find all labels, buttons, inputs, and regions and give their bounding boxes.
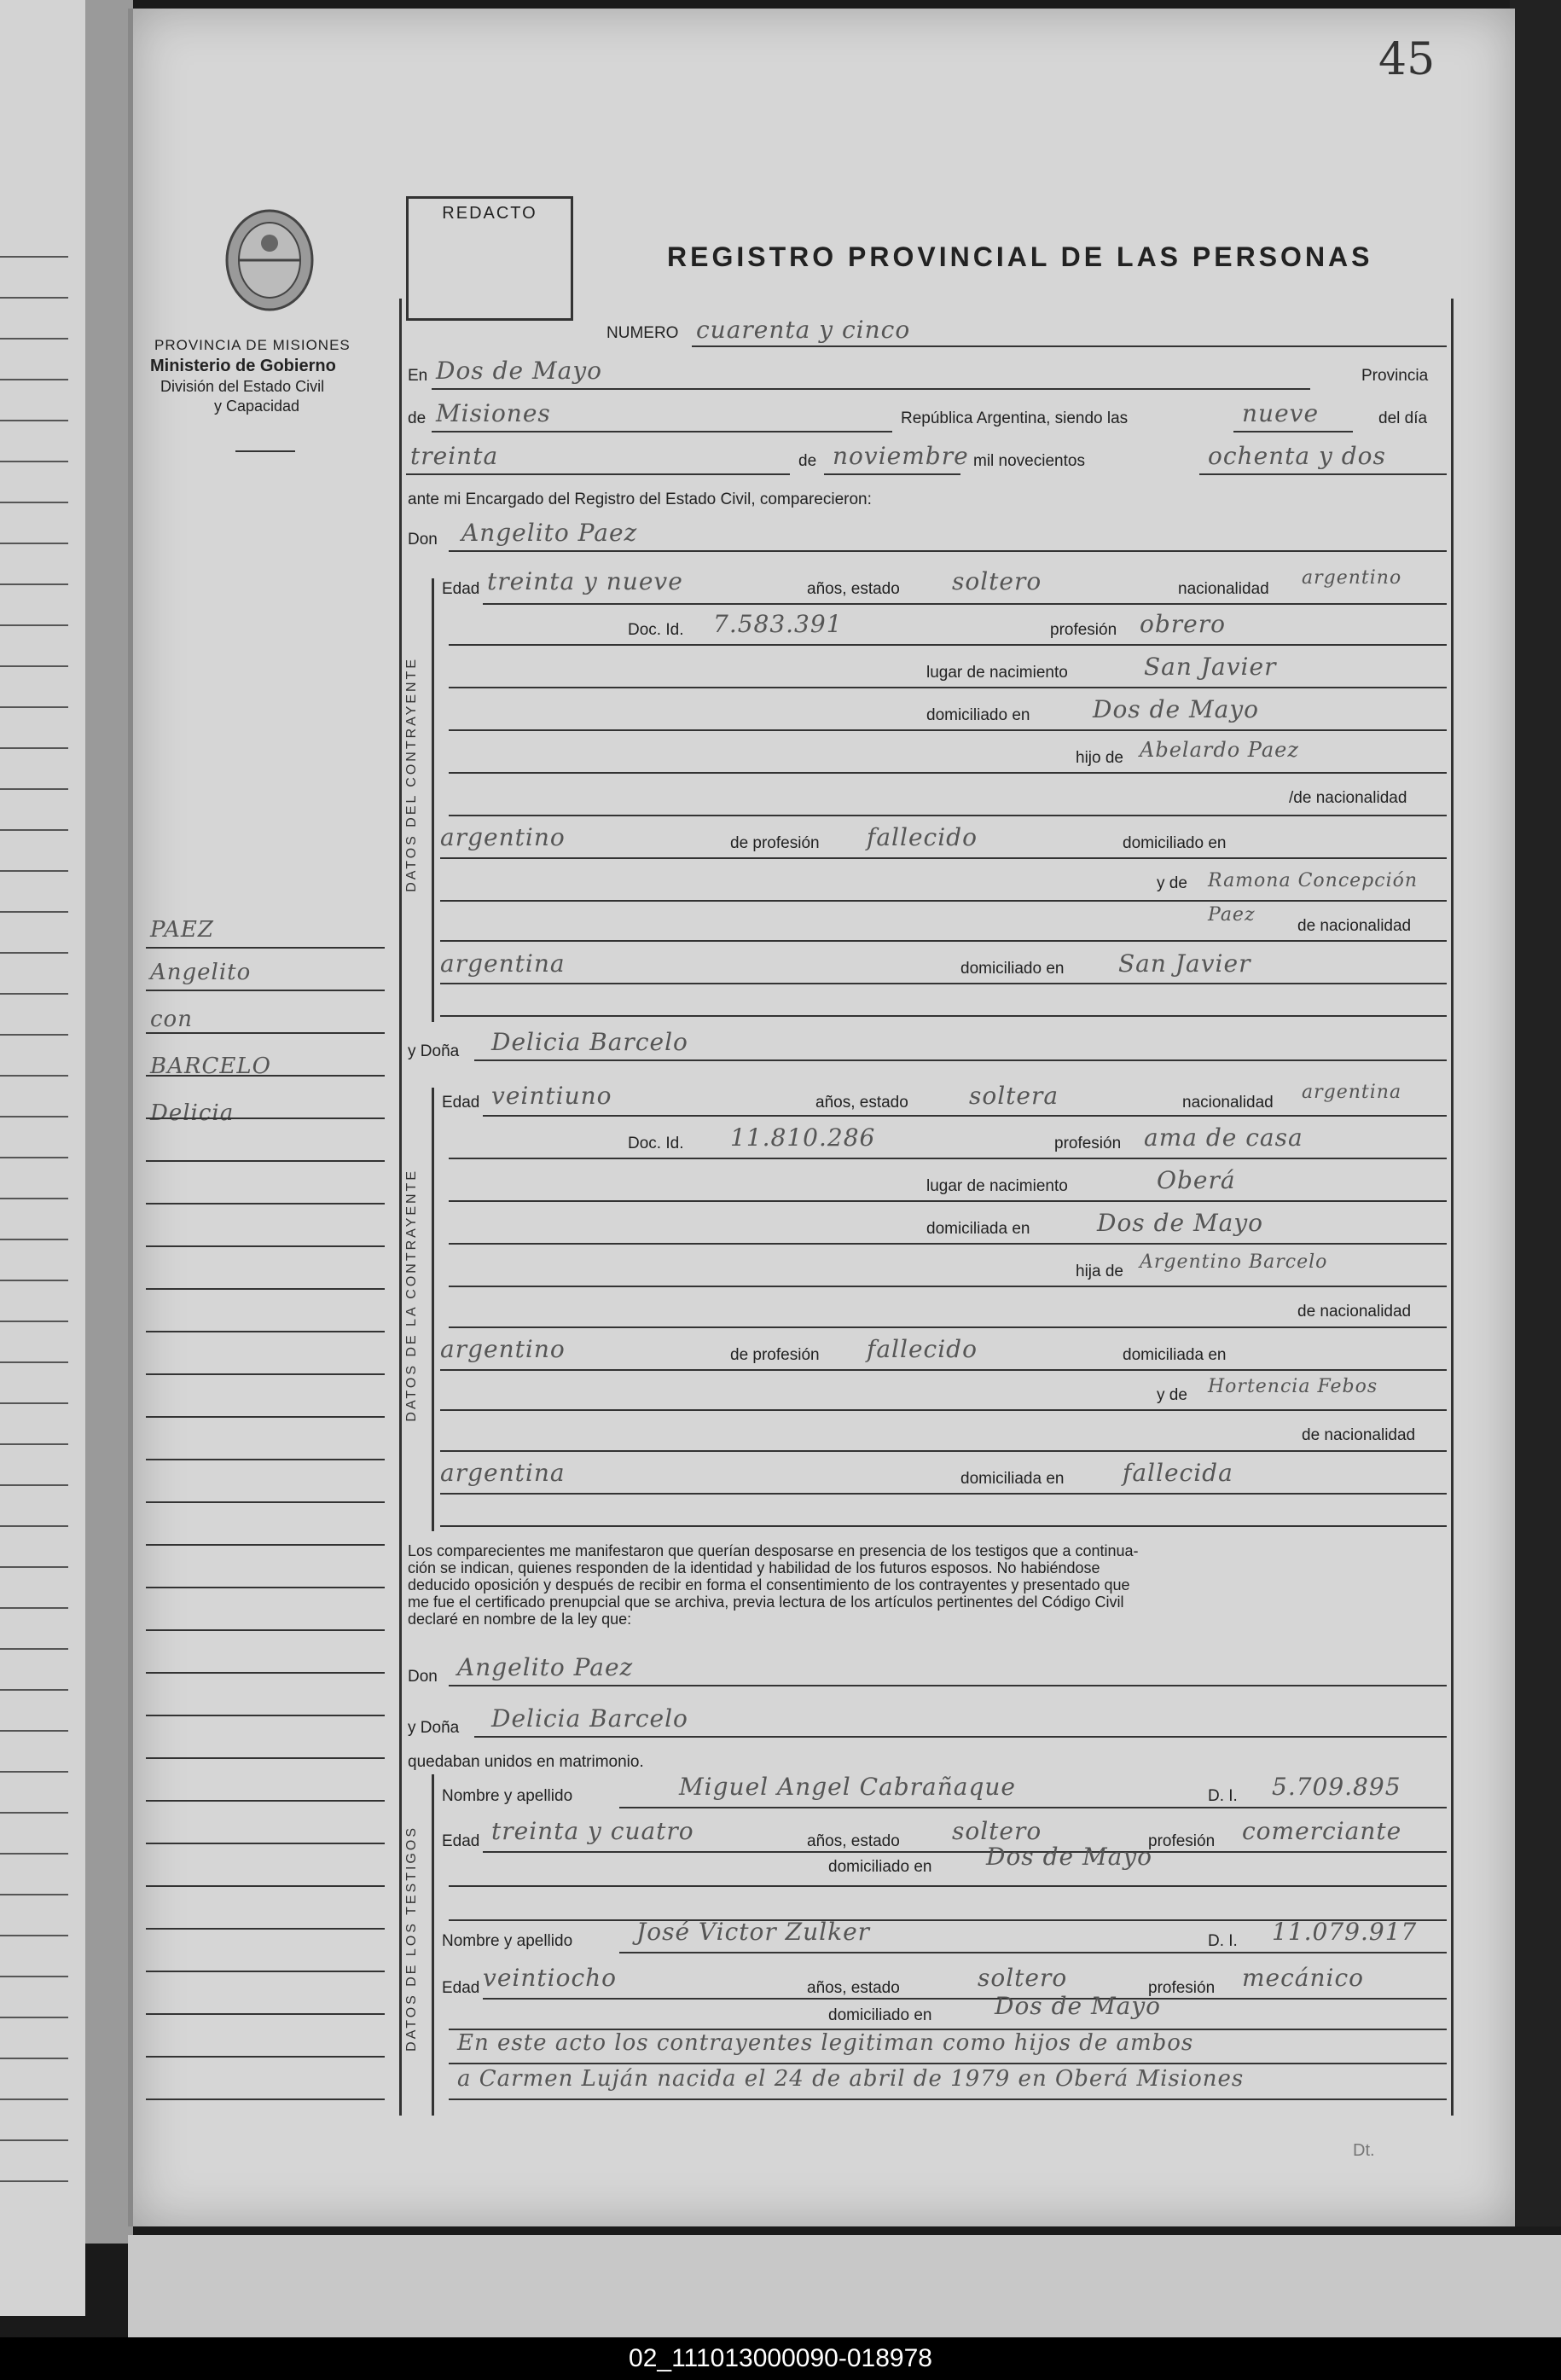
t1-di-label: D. I.	[1208, 1787, 1238, 1805]
en-line	[432, 388, 1310, 390]
f-edad-label: Edad	[442, 1094, 480, 1112]
left-page-rule	[0, 1853, 68, 1855]
f-lugar-label: lugar de nacimiento	[926, 1177, 1068, 1195]
margin-line1: PAEZ	[150, 917, 214, 943]
margin-rule	[146, 1203, 385, 1205]
don-line	[449, 550, 1447, 552]
left-page-rule	[0, 461, 68, 462]
c-dom-en-label: domiciliado en	[1123, 834, 1227, 852]
margin-rule	[146, 2098, 385, 2100]
t2-dom: Dos de Mayo	[995, 1992, 1162, 2020]
left-page-rule	[0, 1730, 68, 1732]
f-line9	[440, 1450, 1447, 1452]
c-line1	[483, 603, 1447, 605]
left-page-rule	[0, 706, 68, 708]
left-page-rule	[0, 1689, 68, 1691]
f-padre-value: Argentino Barcelo	[1140, 1251, 1328, 1273]
contrayenta-name: Delicia Barcelo	[491, 1028, 688, 1056]
left-page-rule	[0, 379, 68, 380]
mes-line	[824, 473, 960, 475]
margin-rule	[146, 1928, 385, 1930]
provincia-label: Provincia	[1361, 367, 1429, 385]
left-page-rule	[0, 665, 68, 667]
c-line8	[440, 900, 1447, 902]
republica-text: República Argentina, siendo las	[901, 409, 1129, 427]
c-line9	[440, 940, 1447, 942]
c-padre-prof: fallecido	[867, 823, 978, 851]
c-estado-value: soltero	[952, 567, 1042, 595]
margin-line5: Delicia	[150, 1100, 235, 1126]
f-line10	[440, 1493, 1447, 1495]
left-page-rule	[0, 829, 68, 831]
left-page	[0, 0, 85, 2316]
f-line5	[449, 1286, 1447, 1287]
t1-nombre: Miguel Angel Cabrañaque	[679, 1773, 1016, 1801]
left-page-rule	[0, 2058, 68, 2059]
t2-nombre: José Victor Zulker	[636, 1918, 871, 1946]
f-madre-nac: argentina	[440, 1459, 566, 1487]
left-page-rule	[0, 1034, 68, 1036]
mes-value: noviembre	[833, 442, 969, 470]
t2-prof: mecánico	[1242, 1964, 1365, 1992]
c-prof-label: profesión	[1050, 621, 1117, 639]
margin-rule	[146, 1245, 385, 1247]
margin-rule	[146, 1544, 385, 1546]
footer-mark: Dt.	[1353, 2141, 1375, 2160]
f-dom-en-label: domiciliada en	[1123, 1346, 1227, 1364]
mil-text: mil novecientos	[973, 452, 1085, 470]
c-line6	[449, 815, 1447, 816]
province-line4: y Capacidad	[214, 398, 300, 415]
decl-don-value: Angelito Paez	[457, 1653, 634, 1681]
left-page-rule	[0, 297, 68, 299]
c-madre-value: Ramona Concepción Paez	[1208, 870, 1419, 926]
margin-rule	[146, 1715, 385, 1716]
f-lugar-value: Oberá	[1157, 1166, 1236, 1194]
left-page-rule	[0, 870, 68, 872]
f-dom-label: domiciliada en	[926, 1220, 1030, 1238]
decl-dona-label: y Doña	[408, 1719, 460, 1737]
f-edad-value: veintiuno	[491, 1082, 612, 1110]
c-dom-value: Dos de Mayo	[1093, 695, 1260, 723]
quedaban: quedaban unidos en matrimonio.	[408, 1753, 644, 1771]
f-hija-label: hija de	[1076, 1263, 1123, 1280]
left-page-rule	[0, 2180, 68, 2182]
left-page-rule	[0, 747, 68, 749]
left-page-rule	[0, 1812, 68, 1814]
c-dom-label2: domiciliado en	[960, 960, 1065, 978]
del-dia-label: del día	[1378, 409, 1428, 427]
t1-line1	[619, 1807, 1447, 1808]
c-lugar-value: San Javier	[1144, 653, 1277, 681]
t2-dom-label: domiciliado en	[828, 2006, 932, 2024]
left-page-rule	[0, 993, 68, 995]
c-line5	[449, 772, 1447, 774]
t1-dom: Dos de Mayo	[986, 1843, 1153, 1871]
f-dom-label2: domiciliada en	[960, 1470, 1065, 1488]
left-page-rule	[0, 1280, 68, 1281]
margin-rule	[146, 1288, 385, 1290]
c-padre-value: Abelardo Paez	[1140, 738, 1300, 762]
anio-line	[1199, 473, 1447, 475]
margin-line3: con	[150, 1007, 193, 1032]
t1-line3	[449, 1885, 1447, 1887]
c-hijo-label: hijo de	[1076, 749, 1123, 767]
margin-rule	[146, 1416, 385, 1418]
f-doc-label: Doc. Id.	[628, 1135, 684, 1152]
left-page-rule	[0, 420, 68, 421]
t1-prof-label: profesión	[1148, 1832, 1216, 1850]
decl-dona-value: Delicia Barcelo	[491, 1704, 688, 1733]
left-page-rule	[0, 1443, 68, 1445]
margin-rule	[146, 2056, 385, 2058]
left-page-rule	[0, 1566, 68, 1568]
provincial-crest-icon	[218, 205, 321, 316]
decl-line1: Los comparecientes me manifestaron que querían desposarse en presencia de los testigos que a continua-	[408, 1542, 1139, 1559]
f-line3	[449, 1200, 1447, 1202]
testigos-side-label: DATOS DE LOS TESTIGOS	[404, 1826, 419, 2052]
f-line8	[440, 1409, 1447, 1411]
left-page-rule	[0, 2139, 68, 2141]
c-line2	[449, 644, 1447, 646]
c-nac-value: argentino	[1302, 567, 1402, 589]
margin-rule	[146, 2013, 385, 2015]
margin-rule	[146, 990, 385, 991]
left-page-rule	[0, 1075, 68, 1077]
t1-line2	[483, 1851, 1447, 1853]
left-page-rule	[0, 1321, 68, 1322]
margin-rule	[146, 1331, 385, 1332]
t2-line2	[483, 1998, 1447, 2000]
c-y-de-label: y de	[1157, 874, 1187, 892]
en-label: En	[408, 367, 428, 385]
left-page-rule	[0, 1116, 68, 1117]
left-page-rule	[0, 788, 68, 790]
f-y-de-label: y de	[1157, 1386, 1187, 1404]
decl-dona-line	[474, 1736, 1447, 1738]
f-line6	[449, 1326, 1447, 1328]
en-value: Dos de Mayo	[436, 357, 603, 385]
image-caption: 02_111013000090-018978	[0, 2337, 1561, 2380]
note-line2: a Carmen Luján nacida el 24 de abril de 1979 en Oberá Misiones	[457, 2066, 1245, 2092]
c-doc-value: 7.583.391	[713, 610, 843, 638]
t2-line1	[619, 1952, 1447, 1953]
province-line2: Ministerio de Gobierno	[150, 357, 336, 375]
margin-rule	[146, 1843, 385, 1844]
numero-value: cuarenta y cinco	[696, 316, 911, 344]
left-page-rule	[0, 1198, 68, 1199]
ante-text: ante mi Encargado del Registro del Estado Civil, comparecieron:	[408, 491, 872, 508]
left-page-rule	[0, 1607, 68, 1609]
t2-edad: veintiocho	[483, 1964, 618, 1992]
c-dom-label: domiciliado en	[926, 706, 1030, 724]
f-dom-value: Dos de Mayo	[1097, 1209, 1264, 1237]
note-rule1	[449, 2063, 1447, 2064]
anio-value: ochenta y dos	[1208, 442, 1386, 470]
f-anios-estado: años, estado	[815, 1094, 908, 1112]
margin-rule	[146, 1587, 385, 1588]
t2-anios-estado: años, estado	[807, 1979, 900, 1997]
t2-prof-label: profesión	[1148, 1979, 1216, 1997]
register-title: REGISTRO PROVINCIAL DE LAS PERSONAS	[667, 241, 1373, 272]
note-rule2	[449, 2098, 1447, 2100]
left-page-rule	[0, 543, 68, 544]
c-edad-label: Edad	[442, 580, 480, 598]
t2-di: 11.079.917	[1272, 1918, 1418, 1946]
f-estado-value: soltera	[969, 1082, 1059, 1110]
redacto-label: REDACTO	[442, 204, 537, 223]
margin-rule	[146, 1075, 385, 1077]
margin-rule	[146, 947, 385, 949]
margin-rule	[146, 1971, 385, 1972]
numero-line	[692, 345, 1447, 347]
f-line1	[483, 1115, 1447, 1117]
left-page-rule	[0, 1361, 68, 1363]
c-padre-nac: argentino	[440, 823, 566, 851]
f-prof-value: ama de casa	[1144, 1123, 1303, 1152]
f-de-prof-label: de profesión	[730, 1346, 820, 1364]
decl-line3: deducido oposición y después de recibir en forma el consentimiento de los contrayentes y presentado que	[408, 1576, 1130, 1593]
don-label: Don	[408, 531, 438, 549]
c-madre-dom: San Javier	[1118, 949, 1251, 978]
left-page-rule	[0, 502, 68, 503]
margin-rule	[146, 1800, 385, 1802]
page-number: 45	[1378, 34, 1436, 85]
left-page-rule	[0, 952, 68, 954]
t1-nombre-label: Nombre y apellido	[442, 1787, 573, 1805]
de-value: Misiones	[436, 399, 551, 427]
margin-rule	[146, 1501, 385, 1503]
margin-rule	[146, 1629, 385, 1631]
hora-value: nueve	[1242, 399, 1320, 427]
c-de-nac-label2: de nacionalidad	[1297, 917, 1412, 935]
t2-di-label: D. I.	[1208, 1932, 1238, 1950]
dona-line	[474, 1059, 1447, 1061]
decl-line2: ción se indican, quienes responden de la identidad y habilidad de los futuros esposos. No habiéndose	[408, 1559, 1100, 1576]
left-page-rule	[0, 1771, 68, 1773]
book-edge	[1510, 0, 1561, 2226]
contrayente-name: Angelito Paez	[461, 519, 638, 547]
dia-value: treinta	[410, 442, 499, 470]
f-line4	[449, 1243, 1447, 1245]
decl-don-label: Don	[408, 1668, 438, 1686]
decl-line5: declaré en nombre de la ley que:	[408, 1611, 632, 1628]
c-line11	[440, 1015, 1447, 1017]
left-page-rule	[0, 1402, 68, 1404]
f-nac-value: argentina	[1302, 1082, 1402, 1103]
left-page-rule	[0, 1648, 68, 1650]
c-line7	[440, 857, 1447, 859]
decl-line4: me fue el certificado prenupcial que se archiva, previa lectura de los artículos pertinentes del Código Civil	[408, 1593, 1124, 1611]
left-page-rule	[0, 1525, 68, 1527]
hora-line	[1233, 431, 1353, 432]
contrayente-side-label: DATOS DEL CONTRAYENTE	[404, 657, 419, 892]
c-prof-value: obrero	[1140, 610, 1226, 638]
c-nac-label: nacionalidad	[1178, 580, 1269, 598]
t2-edad-label: Edad	[442, 1979, 480, 1997]
t2-estado: soltero	[978, 1964, 1068, 1992]
left-page-rule	[0, 338, 68, 340]
register-page	[128, 9, 1515, 2226]
f-de-nac-label2: de nacionalidad	[1302, 1426, 1416, 1444]
de-line	[432, 431, 892, 432]
f-line7	[440, 1369, 1447, 1371]
left-page-rule	[0, 1484, 68, 1486]
c-de-prof-label: de profesión	[730, 834, 820, 852]
t1-edad: treinta y cuatro	[491, 1817, 694, 1845]
decl-don-line	[449, 1685, 1447, 1686]
t1-dom-label: domiciliado en	[828, 1858, 932, 1876]
f-nac-label: nacionalidad	[1182, 1094, 1274, 1112]
form-frame-left	[399, 299, 402, 2116]
left-page-rule	[0, 1239, 68, 1240]
c-lugar-label: lugar de nacimiento	[926, 664, 1068, 682]
redacto-box	[406, 196, 573, 321]
c-line3	[449, 687, 1447, 688]
f-line11	[440, 1525, 1447, 1527]
c-line10	[440, 983, 1447, 984]
margin-rule	[146, 1032, 385, 1034]
de2-label: de	[798, 452, 817, 470]
t2-nombre-label: Nombre y apellido	[442, 1932, 573, 1950]
dia-line	[406, 473, 790, 475]
t1-anios-estado: años, estado	[807, 1832, 900, 1850]
left-page-rule	[0, 2098, 68, 2100]
left-page-rule	[0, 256, 68, 258]
left-page-rule	[0, 1935, 68, 1936]
c-doc-label: Doc. Id.	[628, 621, 684, 639]
t1-edad-label: Edad	[442, 1832, 480, 1850]
margin-rule	[146, 1459, 385, 1460]
left-page-rule	[0, 1157, 68, 1158]
left-page-rule	[0, 2017, 68, 2018]
left-page-rule	[0, 583, 68, 585]
f-doc-value: 11.810.286	[730, 1123, 876, 1152]
c-madre-nac: argentina	[440, 949, 566, 978]
province-line3: División del Estado Civil	[160, 378, 325, 395]
c-edad-value: treinta y nueve	[487, 567, 683, 595]
margin-rule	[146, 1672, 385, 1674]
left-page-rule	[0, 624, 68, 626]
form-frame-right	[1451, 299, 1454, 2116]
f-padre-prof: fallecido	[867, 1335, 978, 1363]
c-anios-estado: años, estado	[807, 580, 900, 598]
left-page-rule	[0, 1894, 68, 1895]
numero-label: NUMERO	[606, 324, 679, 342]
margin-rule	[146, 1160, 385, 1162]
left-page-rule	[0, 1976, 68, 1977]
margin-rule	[146, 1885, 385, 1887]
t1-di: 5.709.895	[1272, 1773, 1401, 1801]
de-label: de	[408, 409, 427, 427]
province-line1: PROVINCIA DE MISIONES	[154, 337, 351, 353]
margin-rule	[146, 1373, 385, 1375]
f-prof-label: profesión	[1054, 1135, 1122, 1152]
margin-rule	[146, 1117, 385, 1119]
dona-label: y Doña	[408, 1042, 460, 1060]
header-divider	[235, 450, 295, 452]
table-surface	[128, 2235, 1561, 2337]
f-de-nac-label: de nacionalidad	[1297, 1303, 1412, 1321]
t1-prof: comerciante	[1242, 1817, 1402, 1845]
c-line4	[449, 729, 1447, 731]
book-binding	[85, 0, 133, 2244]
f-padre-nac: argentino	[440, 1335, 566, 1363]
c-de-nac-label: /de nacionalidad	[1289, 789, 1407, 807]
f-madre-value: Hortencia Febos	[1208, 1376, 1378, 1397]
note-line1: En este acto los contrayentes legitiman como hijos de ambos	[457, 2030, 1194, 2056]
contrayenta-side-label: DATOS DE LA CONTRAYENTE	[404, 1169, 419, 1422]
margin-line4: BARCELO	[150, 1054, 271, 1079]
margin-rule	[146, 1757, 385, 1759]
t1-estado: soltero	[952, 1817, 1042, 1845]
f-line2	[449, 1158, 1447, 1159]
left-page-rule	[0, 911, 68, 913]
margin-line2: Angelito	[150, 960, 252, 985]
f-madre-dom: fallecida	[1123, 1459, 1233, 1487]
